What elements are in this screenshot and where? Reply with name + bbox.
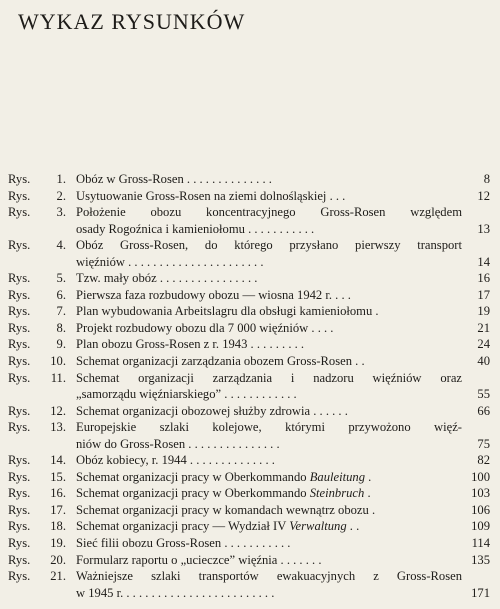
leader-dots: . . . . . . . . . . . bbox=[244, 221, 315, 236]
list-item bbox=[8, 188, 492, 205]
figure-title-line: Formularz raportu o „ucieczce” więźnia . . . . . . . bbox=[76, 552, 322, 567]
figure-label: Rys. bbox=[8, 172, 31, 186]
page-number: 40 bbox=[477, 354, 490, 369]
figure-title-line: Schemat organizacji pracy w Oberkommando Steinbruch . bbox=[76, 486, 371, 501]
page-number: 135 bbox=[471, 552, 490, 567]
leader-dots: . bbox=[364, 486, 371, 501]
leader-dots: . bbox=[372, 304, 379, 319]
page-number: 114 bbox=[471, 536, 490, 551]
leader-dots: . . . bbox=[332, 287, 351, 302]
figure-title-line: Projekt rozbudowy obozu dla 7 000 więźniów . . . . bbox=[76, 320, 334, 335]
figure-label: Rys. bbox=[8, 271, 31, 286]
figure-number: 16. bbox=[50, 486, 66, 501]
leader-dots: . . bbox=[346, 519, 360, 534]
figure-title-line: w 1945 r. . . . . . . . . . . . . . . . . . . . . . . . . bbox=[76, 585, 275, 600]
list-item bbox=[8, 552, 492, 569]
figure-title-line: Tzw. mały obóz . . . . . . . . . . . . . . . . bbox=[76, 271, 258, 286]
page-number: 106 bbox=[471, 502, 490, 517]
figure-number: 5. bbox=[56, 271, 66, 286]
figure-label: Rys. bbox=[8, 453, 31, 468]
page-title: WYKAZ RYSUNKÓW bbox=[18, 9, 246, 34]
leader-dots: . . . . . . . . . . . . . . . . bbox=[156, 271, 258, 286]
figure-label: Rys. bbox=[8, 320, 31, 335]
list-item bbox=[8, 502, 492, 519]
list-item bbox=[8, 353, 492, 370]
leader-dots: . bbox=[368, 502, 376, 517]
list-item bbox=[8, 452, 492, 469]
list-of-figures bbox=[8, 171, 492, 601]
list-item bbox=[8, 270, 492, 287]
figure-label: Rys. bbox=[8, 469, 31, 484]
figure-number: 1. bbox=[56, 172, 66, 186]
figure-title-line: Położenie obozu koncentracyjnego Gross-Rosen względem bbox=[76, 205, 462, 220]
figure-label: Rys. bbox=[8, 420, 31, 435]
figure-label: Rys. bbox=[8, 569, 31, 584]
figure-title-line: Schemat organizacji pracy w komandach wewnątrz obozu . bbox=[76, 502, 376, 517]
figure-title-line: Europejskie szlaki kolejowe, którymi przywożono więź- bbox=[76, 420, 462, 435]
figure-title-line: niów do Gross-Rosen . . . . . . . . . . . . . . . bbox=[76, 436, 280, 451]
list-item bbox=[8, 204, 492, 237]
list-item bbox=[8, 485, 492, 502]
figure-label: Rys. bbox=[8, 519, 31, 534]
figure-number: 11. bbox=[50, 370, 66, 385]
figure-number: 9. bbox=[56, 337, 66, 352]
page-number: 109 bbox=[471, 519, 490, 534]
leader-dots: . . . . . . . . . . . . . . . . . . . . . . bbox=[124, 254, 264, 269]
page-number: 8 bbox=[483, 172, 490, 186]
page-number: 100 bbox=[471, 469, 490, 484]
figure-number: 3. bbox=[56, 205, 66, 220]
figure-label: Rys. bbox=[8, 205, 31, 220]
leader-dots: . . . . . . . . . bbox=[247, 337, 305, 352]
figure-title-line: Pierwsza faza rozbudowy obozu — wiosna 1942 r. . . . bbox=[76, 287, 351, 302]
leader-dots: . . . . . . bbox=[310, 403, 348, 418]
figure-title-line: Schemat organizacji obozowej służby zdrowia . . . . . . bbox=[76, 403, 348, 418]
leader-dots: . . . . . . . . . . . bbox=[221, 536, 291, 551]
figure-label: Rys. bbox=[8, 502, 31, 517]
figure-number: 4. bbox=[56, 238, 66, 253]
leader-dots: . . . . bbox=[308, 320, 334, 335]
figure-title-line: Schemat organizacji pracy — Wydział IV Verwaltung . . bbox=[76, 519, 360, 534]
figure-label: Rys. bbox=[8, 370, 31, 385]
page-number: 55 bbox=[477, 387, 490, 402]
figure-title-line: Schemat organizacji zarządzania i nadzoru więźniów oraz bbox=[76, 370, 462, 385]
list-item bbox=[8, 568, 492, 601]
figure-label: Rys. bbox=[8, 486, 31, 501]
figure-label: Rys. bbox=[8, 536, 31, 551]
list-item bbox=[8, 518, 492, 535]
page-number: 13 bbox=[477, 221, 490, 236]
list-item bbox=[8, 303, 492, 320]
figure-number: 15. bbox=[50, 469, 66, 484]
figure-label: Rys. bbox=[8, 238, 31, 253]
page-number: 75 bbox=[477, 436, 490, 451]
figure-label: Rys. bbox=[8, 304, 31, 319]
figure-title-line: Obóz kobiecy, r. 1944 . . . . . . . . . . . . . . bbox=[76, 453, 275, 468]
figure-title-line: Obóz w Gross-Rosen . . . . . . . . . . . . . . bbox=[76, 172, 272, 186]
leader-dots: . . . bbox=[326, 188, 346, 203]
list-item bbox=[8, 419, 492, 452]
figure-label: Rys. bbox=[8, 552, 31, 567]
leader-dots: . . . . . . . . . . . . . . . . . . . . . . . . bbox=[123, 585, 275, 600]
figure-number: 10. bbox=[50, 354, 66, 369]
figure-number: 6. bbox=[56, 287, 66, 302]
page-number: 14 bbox=[477, 254, 490, 269]
figure-number: 14. bbox=[50, 453, 66, 468]
figure-title-line: Ważniejsze szlaki transportów ewakuacyjnych z Gross-Rosen bbox=[76, 569, 462, 584]
figure-number: 8. bbox=[56, 320, 66, 335]
figure-title-line: Plan wybudowania Arbeitslagru dla obsługi kamieniołomu . bbox=[76, 304, 379, 319]
page-number: 82 bbox=[477, 453, 490, 468]
leader-dots: . . bbox=[352, 354, 365, 369]
figure-number: 18. bbox=[50, 519, 66, 534]
list-item bbox=[8, 535, 492, 552]
page-number: 66 bbox=[477, 403, 490, 418]
figure-title-line: Obóz Gross-Rosen, do którego przysłano pierwszy transport bbox=[76, 238, 462, 253]
list-item bbox=[8, 320, 492, 337]
figure-title-line: Schemat organizacji pracy w Oberkommando Bauleitung . bbox=[76, 469, 372, 484]
leader-dots: . . . . . . . . . . . . . . bbox=[186, 453, 275, 468]
figure-title-line: „samorządu więźniarskiego” . . . . . . . . . . . . bbox=[76, 387, 297, 402]
page-number: 103 bbox=[471, 486, 490, 501]
list-item bbox=[8, 403, 492, 420]
leader-dots: . . . . . . . bbox=[277, 552, 322, 567]
leader-dots: . . . . . . . . . . . . . . bbox=[183, 172, 272, 186]
figure-label: Rys. bbox=[8, 287, 31, 302]
figure-label: Rys. bbox=[8, 337, 31, 352]
page-number: 19 bbox=[477, 304, 490, 319]
figure-number: 2. bbox=[56, 188, 66, 203]
leader-dots: . . . . . . . . . . . . . . . bbox=[185, 436, 280, 451]
list-item bbox=[8, 237, 492, 270]
figure-number: 17. bbox=[50, 502, 66, 517]
page-number: 21 bbox=[477, 320, 490, 335]
figure-label: Rys. bbox=[8, 403, 31, 418]
page-number: 12 bbox=[477, 188, 490, 203]
figure-number: 19. bbox=[50, 536, 66, 551]
figure-label: Rys. bbox=[8, 354, 31, 369]
figure-label: Rys. bbox=[8, 188, 31, 203]
figure-title-line: Schemat organizacji zarządzania obozem Gross-Rosen . . bbox=[76, 354, 365, 369]
figure-number: 21. bbox=[50, 569, 66, 584]
list-item bbox=[8, 287, 492, 304]
figure-number: 13. bbox=[50, 420, 66, 435]
leader-dots: . bbox=[365, 469, 372, 484]
list-item bbox=[8, 171, 492, 188]
page-number: 171 bbox=[471, 585, 490, 600]
figure-number: 20. bbox=[50, 552, 66, 567]
list-item bbox=[8, 336, 492, 353]
page-number: 24 bbox=[477, 337, 490, 352]
page-number: 17 bbox=[477, 287, 490, 302]
figure-number: 12. bbox=[50, 403, 66, 418]
figure-title-line: Usytuowanie Gross-Rosen na ziemi dolnośląskiej . . . bbox=[76, 188, 346, 203]
list-item bbox=[8, 370, 492, 403]
figure-number: 7. bbox=[56, 304, 66, 319]
figure-title-line: Plan obozu Gross-Rosen z r. 1943 . . . . . . . . . bbox=[76, 337, 305, 352]
list-item bbox=[8, 469, 492, 486]
figure-title-line: osady Rogoźnica i kamieniołomu . . . . . . . . . . . bbox=[76, 221, 315, 236]
figure-title-line: więźniów . . . . . . . . . . . . . . . . . . . . . . bbox=[76, 254, 264, 269]
page-number: 16 bbox=[477, 271, 490, 286]
leader-dots: . . . . . . . . . . . . bbox=[221, 387, 297, 402]
figure-title-line: Sieć filii obozu Gross-Rosen . . . . . . . . . . . bbox=[76, 536, 291, 551]
